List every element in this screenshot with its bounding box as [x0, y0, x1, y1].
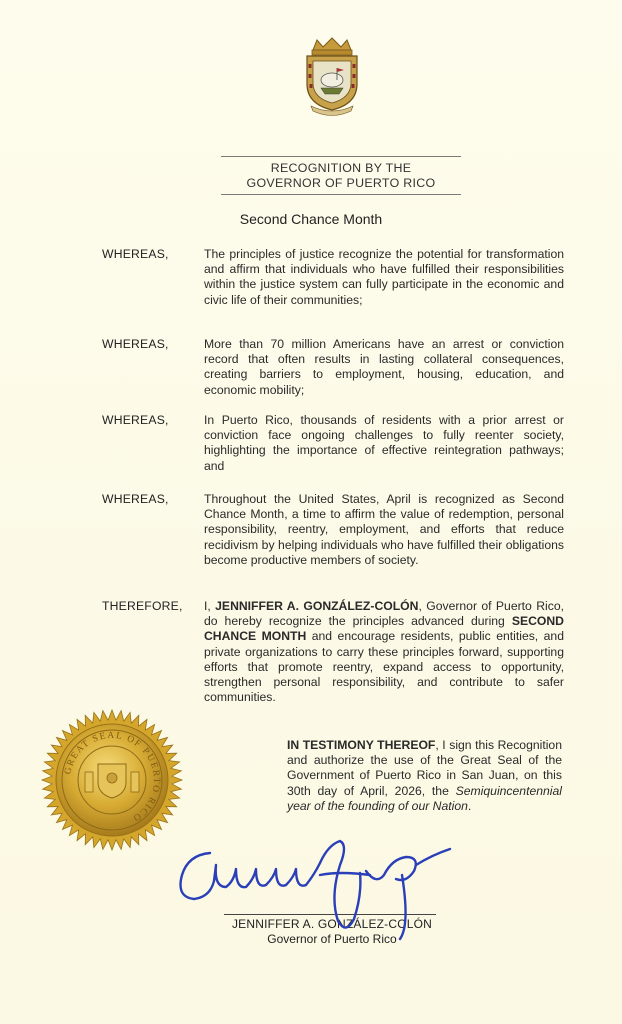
testimony-body: , I sign this Recognition and authorize the use of the Great Seal of the Government of Puerto Rico in San Juan, on this 30th day of April, 2026, the — [287, 738, 562, 798]
title-line-1: RECOGNITION BY THE — [270, 161, 412, 175]
title-line-2: GOVERNOR OF PUERTO RICO — [246, 176, 436, 190]
clause-label: WHEREAS, — [102, 413, 169, 427]
therefore-pre: I, — [204, 599, 216, 613]
title-bottom-rule — [221, 194, 461, 195]
therefore-mid: , Governor of Puerto Rico, do hereby recognize the principles advanced during — [204, 599, 564, 629]
signer-title: Governor of Puerto Rico — [267, 932, 397, 946]
governor-name: JENNIFFER A. GONZÁLEZ-COLÓN — [215, 599, 419, 613]
clause-text: In Puerto Rico, thousands of residents with a prior arrest or conviction face ongoing challenges to fully reenter society, highlighting the importance of effective reintegration pathways; and — [204, 413, 564, 473]
clause-text: Throughout the United States, April is recognized as Second Chance Month, a time to affirm the value of redemption, personal responsibility, reentry, employment, and efforts that reduce recidivism by helping individuals who have fulfilled their obligations become productive members of society. — [204, 492, 564, 567]
testimony-italic: Semiquincentennial year of the founding of our Nation — [287, 783, 562, 813]
clause-label: WHEREAS, — [102, 492, 169, 506]
title-block — [221, 156, 461, 195]
signer-name: JENNIFFER A. GONZÁLEZ-COLÓN — [231, 917, 433, 931]
clause-label: WHEREAS, — [102, 247, 169, 261]
clause-text: More than 70 million Americans have an arrest or conviction record that often results in lasting collateral consequences, creating barriers to employment, housing, education, and economic mobility; — [204, 337, 564, 397]
gold-seal-icon — [40, 708, 184, 852]
testimony-lead: IN TESTIMONY THEREOF — [287, 738, 436, 752]
testimony-end: . — [467, 798, 472, 813]
clause-text: The principles of justice recognize the potential for transformation and affirm that individuals who have fulfilled their responsibilities within the justice system can fully participate in the economic and civic life of their communities; — [204, 247, 564, 307]
testimony-paragraph — [287, 738, 562, 814]
month-name: SECOND CHANCE MONTH — [204, 614, 564, 644]
seal-text: GREAT SEAL OF PUERTO RICO — [63, 730, 162, 824]
therefore-post: and encourage residents, public entities, and private organizations to carry these principles forward, supporting efforts that promote reentry, expand access to opportunity, strengthen personal responsibility, and contribute to safer communities. — [204, 629, 564, 705]
clause-label: THEREFORE, — [102, 599, 183, 613]
handwritten-signature — [170, 835, 460, 945]
clause-label: WHEREAS, — [102, 337, 169, 351]
clause-text — [204, 599, 564, 705]
coat-of-arms-icon — [299, 36, 365, 116]
subtitle: Second Chance Month — [239, 211, 383, 227]
